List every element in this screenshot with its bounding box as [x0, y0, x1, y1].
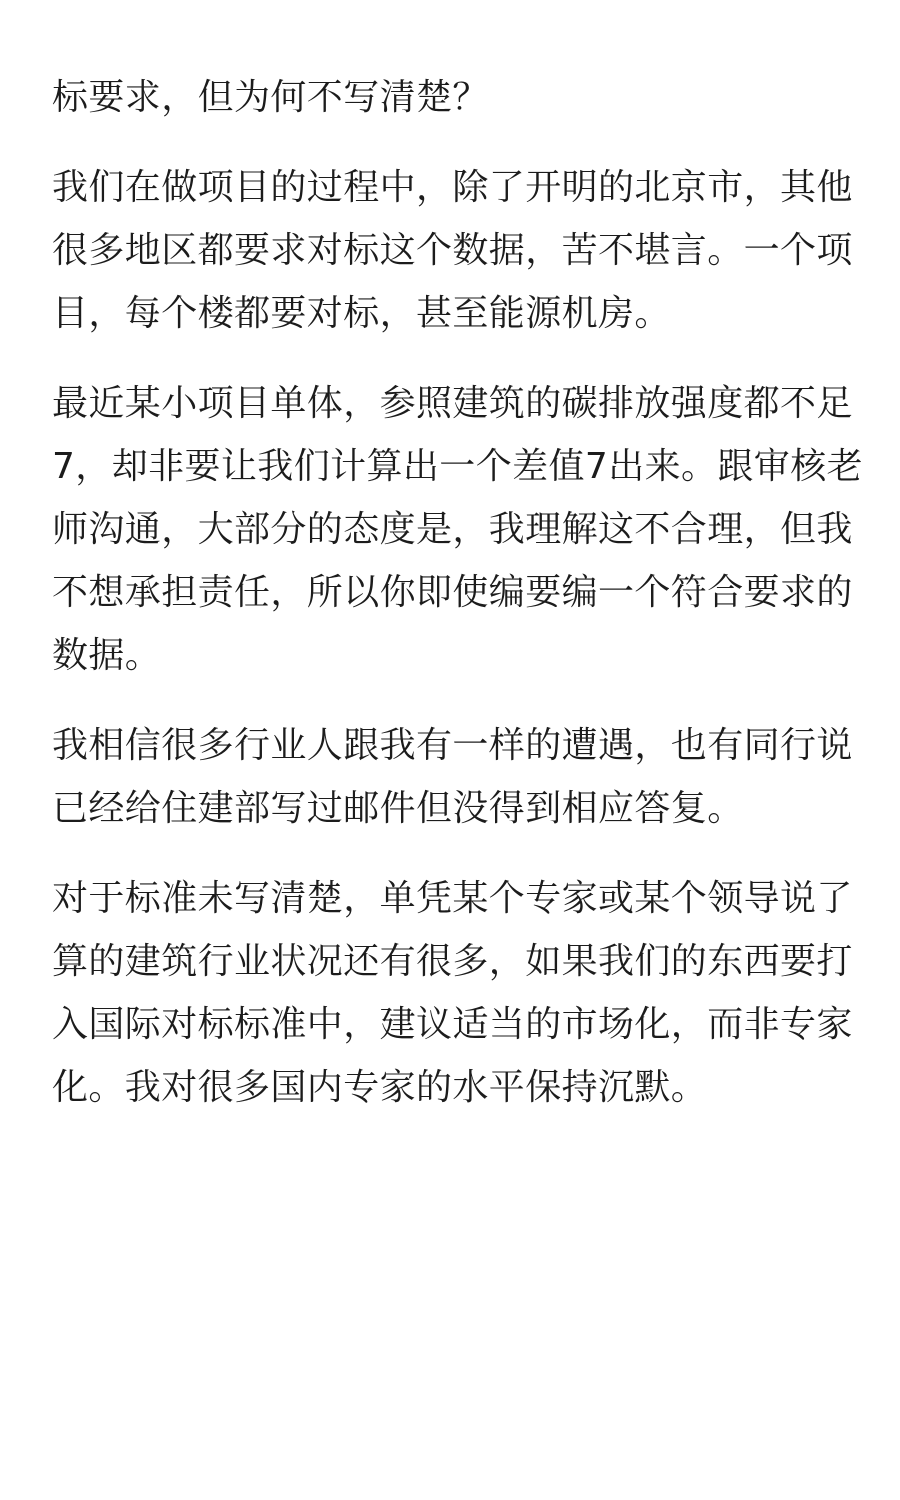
paragraph [52, 156, 852, 345]
paragraph [52, 372, 864, 687]
paragraph-line: 数据。 [52, 635, 162, 676]
article-body [52, 66, 864, 1146]
paragraph-line: 师沟通，大部分的态度是，我理解这不合理，但我 [52, 509, 853, 550]
paragraph [52, 66, 852, 129]
paragraph [52, 867, 852, 1119]
paragraph-line: 不想承担责任，所以你即使编要编一个符合要求的 [52, 572, 853, 613]
paragraph-line: 已经给住建部写过邮件但没得到相应答复。 [52, 788, 744, 829]
paragraph-line: 算的建筑行业状况还有很多，如果我们的东西要打 [52, 941, 853, 982]
paragraph-line: 化。我对很多国内专家的水平保持沉默。 [52, 1067, 708, 1108]
paragraph-line: 很多地区都要求对标这个数据，苦不堪言。一个项 [52, 230, 853, 271]
paragraph-line: 最近某小项目单体，参照建筑的碳排放强度都不足 [52, 383, 853, 424]
paragraph-line: 我相信很多行业人跟我有一样的遭遇，也有同行说 [52, 725, 853, 766]
paragraph-line: 7，却非要让我们计算出一个差值7出来。跟审核老 [52, 446, 864, 487]
paragraph-line: 对于标准未写清楚，单凭某个专家或某个领导说了 [52, 878, 853, 919]
paragraph [52, 714, 852, 840]
paragraph-line: 入国际对标标准中，建议适当的市场化，而非专家 [52, 1004, 853, 1045]
paragraph-line: 标要求，但为何不写清楚？ [52, 77, 489, 118]
paragraph-line: 我们在做项目的过程中，除了开明的北京市，其他 [52, 167, 853, 208]
paragraph-line: 目，每个楼都要对标，甚至能源机房。 [52, 293, 671, 334]
